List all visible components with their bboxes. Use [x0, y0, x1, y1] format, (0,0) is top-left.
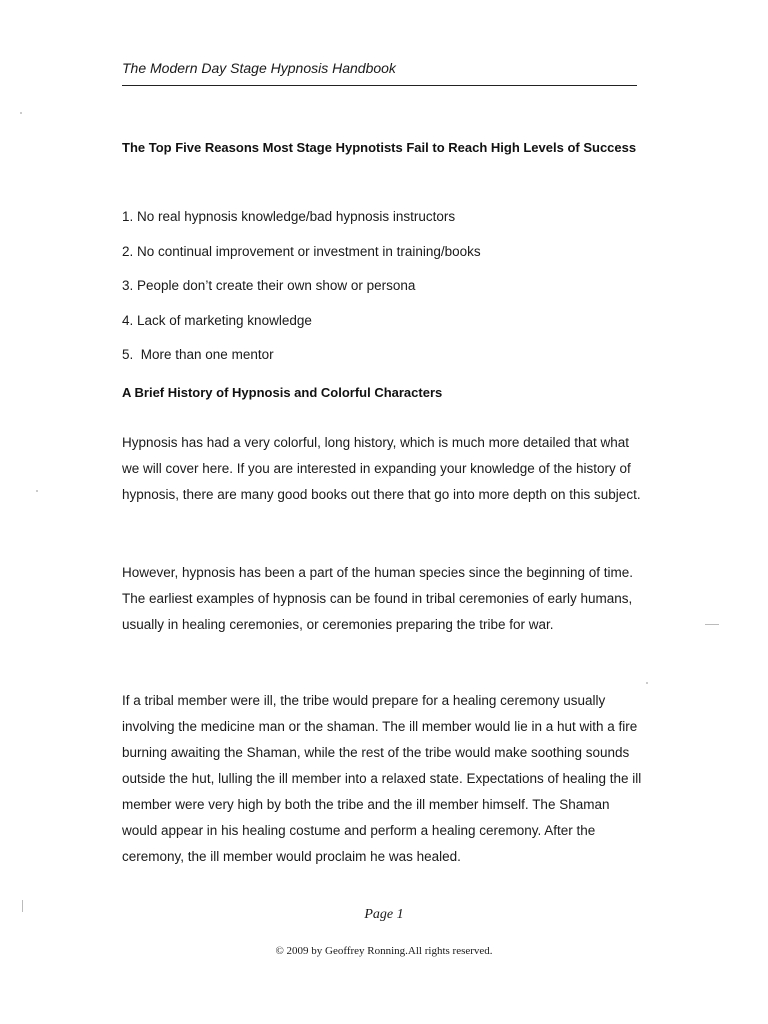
copyright-notice: © 2009 by Geoffrey Ronning.All rights reserved. [275, 945, 493, 957]
list-item: 4. Lack of marketing knowledge [122, 313, 312, 328]
body-paragraph: However, hypnosis has been a part of the human species since the beginning of time. The earliest examples of hypnosis can be found in tribal ceremonies of early humans, usually in healing ceremonies, or ceremonies preparing the tribe for war. [122, 565, 634, 632]
body-paragraph: Hypnosis has had a very colorful, long history, which is much more detailed that what we will cover here. If you are interested in expanding your knowledge of the history of hypnosis, there are many good books out there that go into more depth on this subject. [122, 435, 641, 502]
running-header-title: The Modern Day Stage Hypnosis Handbook [122, 60, 396, 76]
list-item: 2. No continual improvement or investment in training/books [122, 244, 481, 259]
scan-speck [22, 900, 23, 912]
scan-speck [20, 112, 22, 114]
header-rule [122, 85, 637, 86]
scan-speck [705, 624, 719, 625]
list-item: 3. People don’t create their own show or persona [122, 278, 416, 293]
page-number: Page 1 [364, 907, 404, 922]
section-heading-brief-history: A Brief History of Hypnosis and Colorful Characters [122, 385, 443, 400]
scan-speck [646, 682, 648, 684]
list-item: 1. No real hypnosis knowledge/bad hypnosis instructors [122, 209, 456, 224]
scan-speck [36, 490, 38, 492]
section-heading-top-five-reasons: The Top Five Reasons Most Stage Hypnotists Fail to Reach High Levels of Success [122, 140, 637, 155]
list-item: 5. More than one mentor [122, 347, 274, 362]
body-paragraph: If a tribal member were ill, the tribe would prepare for a healing ceremony usually involving the medicine man or the shaman. The ill member would lie in a hut with a fire burning awaiting the Shaman, while the rest of the tribe would make soothing sounds outside the hut, lulling the ill member into a relaxed state. Expectations of healing the ill member were very high by both the tribe and the ill member himself. The Shaman would appear in his healing costume and perform a healing ceremony. After the ceremony, the ill member would proclaim he was healed. [122, 693, 642, 864]
